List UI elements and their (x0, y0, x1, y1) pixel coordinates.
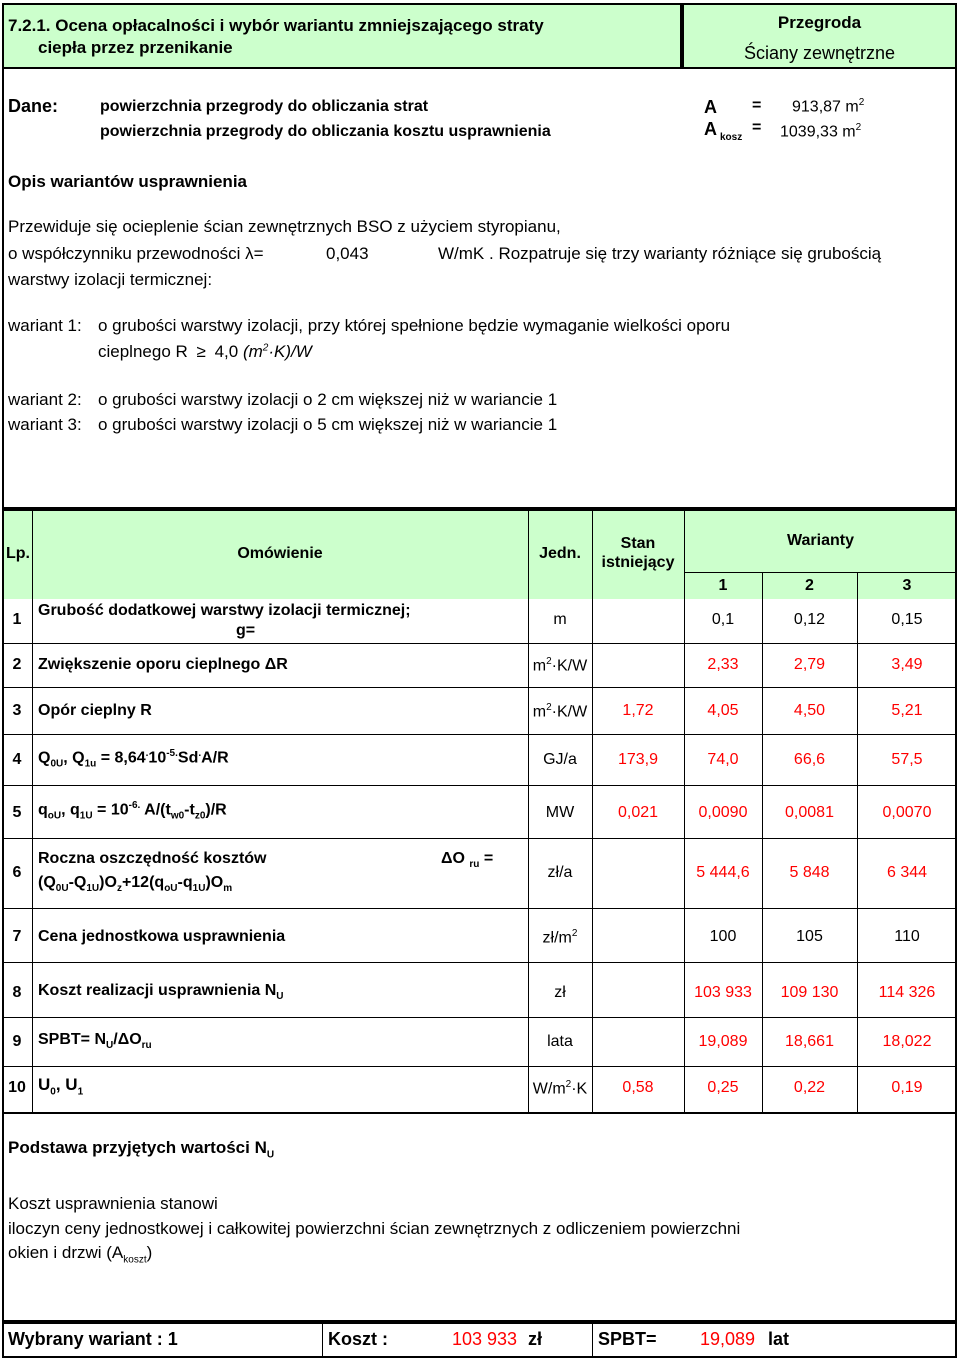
row5-existing: 0,021 (617, 804, 659, 821)
row5-lp: 5 (12, 804, 22, 821)
row1-desc: Grubość dodatkowej warstwy izolacji termicznej; (38, 602, 411, 619)
row4-v3: 57,5 (891, 751, 923, 768)
row9-desc (38, 1031, 152, 1051)
row9-v2: 18,661 (785, 1033, 834, 1050)
row-sep-5 (2, 838, 957, 839)
row9-desc-text: SPBT= N (38, 1031, 107, 1048)
variant1-cieplnego: cieplnego R (98, 342, 188, 361)
given-label: Dane: (8, 96, 59, 116)
row-sep-4 (2, 785, 957, 786)
header-v1: 1 (718, 577, 728, 594)
row1-lp: 1 (12, 611, 22, 628)
variant1-unit (243, 342, 312, 361)
row6-lp: 6 (12, 864, 22, 881)
row3-unit (528, 702, 592, 721)
given-row1-eq: = (752, 97, 762, 114)
row3-v2: 4,50 (793, 702, 826, 719)
variant1-label: wariant 1: (8, 316, 82, 335)
row7-unit-a: zł/m (542, 929, 572, 947)
basis-heading-text: Podstawa przyjętych wartości N (8, 1138, 267, 1157)
header-v3: 3 (902, 577, 912, 594)
row6-v3: 6 344 (886, 864, 928, 881)
row10-lp: 10 (8, 1079, 26, 1096)
row2-unit-sup: 2 (546, 656, 552, 667)
row8-desc-sub: U (276, 991, 284, 1003)
row5-unit: MW (545, 804, 575, 821)
basis-line3-close: ) (146, 1243, 153, 1262)
row1-v3: 0,15 (891, 611, 923, 628)
row3-unit-sup: 2 (546, 702, 552, 713)
row-sep-7 (2, 962, 957, 963)
row9-unit: lata (547, 1033, 573, 1050)
summary-sep-2 (592, 1322, 593, 1358)
summary-cost-label: Koszt : (328, 1329, 388, 1349)
variant1-value: 4,0 (214, 342, 239, 361)
row6-v1: 5 444,6 (696, 864, 750, 881)
row2-unit-a: m (532, 657, 547, 675)
header-variants: Warianty (787, 532, 854, 549)
row6-unit: zł/a (547, 864, 573, 881)
row8-desc (38, 982, 284, 1002)
header-existing-2: istniejący (601, 554, 675, 571)
row2-v1: 2,33 (707, 656, 739, 673)
row8-desc-text: Koszt realizacji usprawnienia N (38, 982, 277, 999)
row2-unit-b: ·K/W (551, 657, 588, 675)
description-p1: Przewiduje się ocieplenie ścian zewnętrznych BSO z użyciem styropianu, (8, 217, 561, 236)
row10-v3: 0,19 (891, 1079, 923, 1096)
basis-line2: iloczyn ceny jednostkowej i całkowitej powierzchni ścian zewnętrznych z odliczeniem powierzchni (8, 1219, 741, 1238)
row5-formula: $q_{oU}$, $q_{1U} = 10^{-6.}$ $A/(t_{w0}-t_{z0})/R$ (38, 800, 227, 822)
header-existing-1: Stan (620, 535, 656, 552)
given-row2-text: powierzchnia przegrody do obliczania kosztu usprawnienia (100, 123, 551, 140)
summary-sep-1 (322, 1322, 323, 1358)
given-row2-value (780, 122, 861, 141)
row1-unit: m (553, 611, 567, 628)
row8-v2: 109 130 (780, 984, 839, 1001)
row7-v2: 105 (796, 928, 823, 945)
row9-desc-sub2: ru (141, 1040, 152, 1052)
row8-v1: 103 933 (694, 984, 752, 1001)
row6-formula: $(Q_{0U}-Q_{1U})O_z+12(q_{oU}-q_{1U})O_m$ (38, 874, 233, 895)
header-sub-line (684, 572, 957, 573)
title-box (2, 3, 682, 69)
row6-delta-o: ΔO (441, 850, 465, 867)
row3-lp: 3 (12, 702, 22, 719)
partition-value: Ściany zewnętrzne (743, 43, 896, 63)
variant3-label: wariant 3: (8, 415, 82, 434)
summary-spbt-label: SPBT= (598, 1329, 657, 1349)
title-line2: ciepła przez przenikanie (38, 38, 233, 57)
row10-formula: $U_0$, $U_1$ (38, 1075, 84, 1098)
summary-spbt-value: 19,089 (700, 1329, 756, 1349)
row6-delta-o-sub: ru (469, 859, 480, 871)
row3-v1: 4,05 (707, 702, 739, 719)
row4-v1: 74,0 (707, 751, 739, 768)
summary-spbt-unit: lat (768, 1329, 790, 1349)
given-row2-symbol (704, 119, 742, 143)
row3-existing: 1,72 (622, 702, 654, 719)
summary-cost-unit: zł (528, 1329, 543, 1349)
row3-unit-b: ·K/W (551, 703, 588, 721)
row2-lp: 2 (12, 656, 22, 673)
variant2-text: o grubości warstwy izolacji o 2 cm większej niż w wariancie 1 (98, 390, 558, 409)
basis-heading-sub: U (266, 1149, 275, 1161)
row10-existing: 0,58 (622, 1079, 654, 1096)
header-lp: Lp. (6, 545, 30, 562)
variant2-label: wariant 2: (8, 390, 82, 409)
row2-desc: Zwiększenie oporu cieplnego ΔR (38, 656, 288, 673)
description-p3: warstwy izolacji termicznej: (8, 270, 213, 289)
row9-desc-b: /ΔO (113, 1031, 142, 1048)
header-v2: 2 (805, 577, 814, 594)
row5-v1: 0,0090 (698, 804, 748, 821)
summary-chosen-variant: Wybrany wariant : 1 (8, 1329, 178, 1349)
row4-v2: 66,6 (793, 751, 826, 768)
title-line1: 7.2.1. Ocena opłacalności i wybór wariantu zmniejszającego straty (8, 16, 544, 35)
variant1-unit-sup: 2 (262, 342, 269, 354)
given-row1-sup: 2 (858, 97, 865, 108)
col-sep-lp (32, 509, 33, 1114)
row6-v2: 5 848 (789, 864, 830, 881)
variant1-text2 (98, 342, 312, 362)
given-row1-symbol: A (704, 97, 717, 117)
row8-v3: 114 326 (878, 984, 936, 1001)
summary-cost-value: 103 933 (452, 1329, 518, 1349)
header-desc: Omówienie (237, 545, 323, 562)
row-sep-9 (2, 1066, 957, 1067)
row-sep-3 (2, 734, 957, 735)
row-sep-2 (2, 687, 957, 688)
row10-unit-b: ·K (571, 1080, 588, 1098)
partition-label: Przegroda (777, 13, 862, 32)
basis-line3-text: okien i drzwi (A (8, 1243, 124, 1262)
row-sep-1 (2, 643, 957, 644)
given-row2-value-text: 1039,33 m (780, 123, 856, 141)
basis-heading (8, 1138, 274, 1160)
row2-v2: 2,79 (793, 656, 826, 673)
row4-existing: 173,9 (617, 751, 659, 768)
row4-lp: 4 (12, 751, 22, 768)
row6-eq: = (483, 850, 494, 867)
row-sep-6 (2, 908, 957, 909)
header-unit: Jedn. (539, 545, 581, 562)
row7-desc: Cena jednostkowa usprawnienia (38, 928, 286, 945)
variant3-text: o grubości warstwy izolacji o 5 cm większej niż w wariancie 1 (98, 415, 558, 434)
row1-v1: 0,1 (711, 611, 735, 628)
given-row2-sup: 2 (855, 122, 862, 133)
row10-v2: 0,22 (793, 1079, 826, 1096)
given-row1-text: powierzchnia przegrody do obliczania strat (100, 98, 429, 115)
row9-v1: 19,089 (698, 1033, 748, 1050)
row2-unit (528, 656, 592, 675)
given-row1-value-text: 913,87 m (792, 98, 859, 116)
row8-unit: zł (554, 984, 566, 1001)
row1-v2: 0,12 (793, 611, 826, 628)
row8-lp: 8 (12, 984, 22, 1001)
row2-v3: 3,49 (891, 656, 923, 673)
variant1-text: o grubości warstwy izolacji, przy której spełnione będzie wymaganie wielkości oporu (98, 316, 731, 335)
row6-savings-symbol (441, 850, 493, 870)
given-row2-symbol-text: A (704, 119, 717, 139)
given-row2-eq: = (752, 119, 762, 136)
description-lambda: 0,043 (326, 244, 369, 263)
row3-v3: 5,21 (891, 702, 923, 719)
variant1-unit-a: (m (242, 342, 263, 361)
given-row1-value (792, 97, 864, 116)
row9-v3: 18,022 (882, 1033, 932, 1050)
basis-line1: Koszt usprawnienia stanowi (8, 1194, 218, 1213)
row7-unit (528, 928, 592, 947)
row9-desc-sub: U (106, 1040, 114, 1052)
basis-line3 (8, 1243, 152, 1265)
description-p2b: W/mK . Rozpatruje się trzy warianty różniące się grubością (438, 244, 882, 263)
description-p2a: o współczynniku przewodności λ= (8, 244, 264, 263)
row10-unit-a: W/m (532, 1080, 566, 1098)
row5-v2: 0,0081 (785, 804, 834, 821)
row9-lp: 9 (12, 1033, 22, 1050)
row7-v1: 100 (709, 928, 737, 945)
row3-unit-a: m (532, 703, 547, 721)
row10-unit (528, 1079, 592, 1098)
row10-unit-sup: 2 (565, 1079, 572, 1090)
row7-v3: 110 (894, 928, 920, 945)
row4-formula: $Q_{0U}$, $Q_{1u} = 8,64^.10^{-5.}Sd^.A/R$ (38, 748, 229, 770)
row5-v3: 0,0070 (882, 804, 932, 821)
row10-v1: 0,25 (707, 1079, 739, 1096)
row1-desc2: g= (236, 622, 256, 639)
row4-unit: GJ/a (543, 751, 577, 768)
basis-line3-sub: koszt (123, 1254, 147, 1266)
variant1-unit-b: ·K)/W (268, 342, 312, 361)
row-sep-8 (2, 1017, 957, 1018)
description-heading: Opis wariantów usprawnienia (8, 172, 247, 191)
row3-desc: Opór cieplny R (38, 702, 152, 719)
row7-unit-sup: 2 (571, 928, 578, 939)
row7-lp: 7 (12, 928, 22, 945)
given-row2-sub: kosz (720, 131, 743, 143)
ge-symbol: ≥ (196, 342, 206, 361)
row6-desc: Roczna oszczędność kosztów (38, 850, 267, 867)
